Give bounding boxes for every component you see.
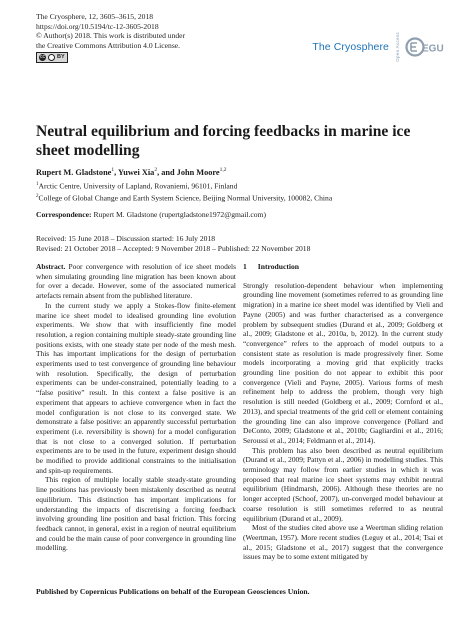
abstract-paragraph: This region of multiple locally stable steady-state grounding line positions has previously been mistakenly described as neutral equilibrium. This distinction has important implications for understanding the impacts of discretising a forcing feedback involving grounding line position and basal friction. This forcing feedback cannot, in general, exist in a region of neutral equilibrium and could be the main cause of poor convergence in grounding line modelling. (36, 475, 236, 553)
correspondence-label: Correspondence: (36, 210, 92, 219)
abstract-label: Abstract. (36, 262, 66, 271)
author-affil-mark: 1,2 (219, 167, 227, 173)
correspondence-email[interactable]: Rupert M. Gladstone (rupertgladstone1972@gmail.com) (93, 210, 266, 219)
correspondence (36, 210, 266, 219)
abstract-paragraph: Abstract. Poor convergence with resolution of ice sheet models when simulating grounding line migration has been known about for over a decade. However, some of the associated numerical artefacts remain absent from the published literature. (36, 262, 236, 301)
author-name[interactable]: Yuwei Xia (117, 167, 155, 177)
author-name[interactable]: Rupert M. Gladstone (36, 167, 112, 177)
cc-badge-text: BY (57, 54, 65, 61)
body-paragraph: Most of the studies cited above use a Weertman sliding relation (Weertman, 1957). More recent studies (Leguy et al., 2014; Tsai et al., 2015; Gladstone et al., 2017) suggest that the convergence issues may be to some extent mitigated by (243, 523, 443, 562)
license-notice[interactable]: the Creative Commons Attribution 4.0 License. (36, 40, 181, 50)
journal-brand[interactable] (312, 32, 444, 62)
journal-name: The Cryosphere (312, 40, 389, 53)
author-name[interactable]: John Moore (176, 167, 220, 177)
body-paragraph: This problem has also been described as neutral equilibrium (Durand et al., 2009; Pattyn et al., 2006) in modelling studies. This terminology may follow from earlier studies in which it was proposed that real marine ice sheet systems may exhibit neutral equilibrium (Hindmarsh, 2006). Although these theories are no longer accepted (Schoof, 2007), un-converged model behaviour at coarse resolution is still sometimes referred to as neutral equilibrium (Durand et al., 2009). (243, 445, 443, 523)
open-access-label: Open Access (395, 32, 400, 62)
affiliations (36, 180, 456, 203)
cc-icon: cc (40, 54, 45, 61)
person-icon (48, 54, 55, 61)
article-metadata (36, 12, 266, 63)
author-affil-mark: 1 (111, 167, 115, 173)
body-paragraph: Strongly resolution-dependent behaviour when implementing grounding line movement (sometimes referred to as grounding line migration) in a marine ice sheet model was identified by Vieli and Payne (2005) and was further characterised as a convergence problem by subsequent studies (Durand et al., 2009; Goldberg et al., 2009; Gladstone et al., 2010a, b, 2012). In the current study “convergence” refers to the approach of model outputs to a consistent state as resolution is made progressively finer. Some models incorporating a moving grid that explicitly tracks grounding line position do not appear to exhibit this poor convergence (Vieli and Payne, 2005). Various forms of mesh refinement help to address the problem, though very high resolution is still needed (Goldberg et al., 2009; Cornford et al., 2013), and special treatments of the grid cell or element containing the grounding line can also improve convergence (Pollard and DeConto, 2009; Gladstone et al., 2010b; Gagliardini et al., 2016; Seroussi et al., 2014; Feldmann et al., 2014). (243, 280, 443, 445)
section-heading (243, 262, 443, 272)
section-number: 1 (243, 262, 247, 271)
abstract-paragraph: In the current study we apply a Stokes-flow finite-element marine ice sheet model to idealised grounding line evolution experiments. We show that with insufficiently fine model resolution, a region containing multiple steady-state grounding line positions exists, with one steady state per node of the mesh mesh. This has important implications for the design of perturbation experiments used to test convergence of grounding line behaviour with resolution. Specifically, the design of perturbation experiments can be under-constrained, potentially leading to a “false positive” result. In this context a false positive is an experiment that appears to achieve convergence when in fact the model configuration is not close to its converged state. We demonstrate a false positive: an apparently successful perturbation experiment (i.e. reversibility is shown) for a model configuration that is not close to a converged solution. If perturbation experiments are to be used in the future, experiment design should be modified to provide additional constraints to the initialisation and spin-up requirements. (36, 300, 236, 475)
copyright-notice: © Author(s) 2018. This work is distributed under (36, 31, 186, 41)
affiliation-item: $^1$Arctic Centre, University of Lapland, Rovaniemi, 96101, Finland (36, 181, 238, 191)
section-title: Introduction (257, 262, 300, 271)
introduction-column (243, 262, 443, 562)
author-separator: , (114, 167, 118, 177)
cc-by-badge-icon[interactable] (36, 52, 68, 63)
abstract-column (36, 262, 236, 553)
egu-logo-text: EGU (422, 43, 444, 55)
dates-line: Received: 15 June 2018 – Discussion started: 16 July 2018 (36, 234, 216, 243)
publisher-footer: Published by Copernicus Publications on behalf of the European Geosciences Union. (36, 587, 310, 596)
egu-logo-icon (406, 36, 444, 58)
citation: The Cryosphere, 12, 3605–3615, 2018 (36, 12, 154, 21)
author-separator: , and (157, 167, 177, 177)
author-affil-mark: 2 (154, 167, 158, 173)
publication-dates (36, 234, 310, 254)
affiliation-item: $^2$College of Global Change and Earth System Science, Beijing Normal University, 100082, China (36, 193, 333, 203)
dates-line: Revised: 21 October 2018 – Accepted: 9 November 2018 – Published: 22 November 2018 (36, 244, 311, 253)
author-list (36, 167, 436, 177)
article-title: Neutral equilibrium and forcing feedbacks in marine ice sheet modelling (36, 123, 411, 159)
doi-link[interactable]: https://doi.org/10.5194/tc-12-3605-2018 (36, 21, 159, 31)
